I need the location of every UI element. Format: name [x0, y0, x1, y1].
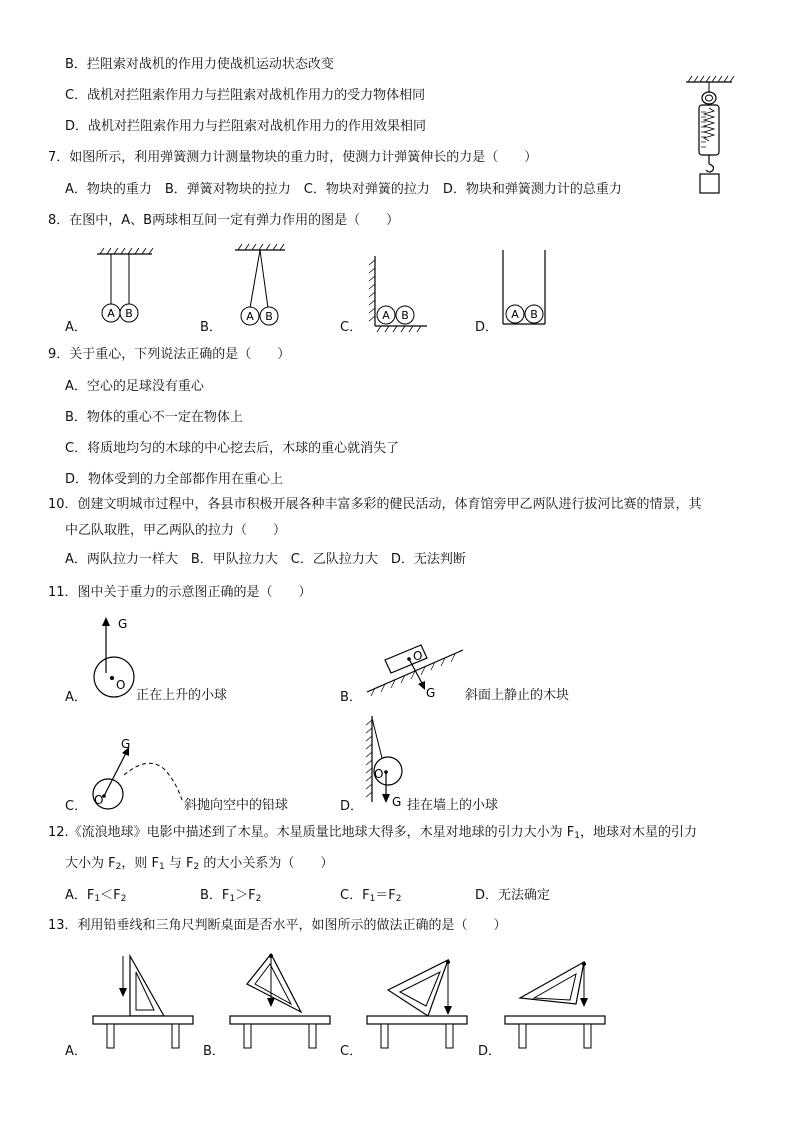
q9-option-a: A．空心的足球没有重心	[65, 379, 204, 394]
q9-option-d: D．物体受到的力全部都作用在重心上	[65, 472, 284, 487]
q13-figure-b	[227, 950, 337, 1050]
q10-stem-line1: 10．创建文明城市过程中，各县市积极开展各种丰富多彩的健民活动，体育馆旁甲乙两队进行拔河比赛的情景，其	[48, 497, 702, 512]
q9-option-b: B．物体的重心不一定在物体上	[65, 410, 243, 425]
q7-options: A．物块的重力 B．弹簧对物块的拉力 C．物块对弹簧的拉力 D．物块和弹簧测力计的总重力	[65, 182, 622, 197]
svg-text:B: B	[530, 308, 538, 321]
svg-text:O: O	[374, 767, 384, 781]
q8-label-c: C．	[340, 320, 363, 335]
q8-figure-b	[230, 242, 300, 327]
q13-label-a: A．	[65, 1044, 87, 1059]
spring-scale-figure	[680, 72, 740, 202]
q9-option-c: C．将质地均匀的木球的中心挖去后，木球的重心就消失了	[65, 441, 400, 456]
q8-label-d: D．	[475, 320, 499, 335]
q8-figure-a	[92, 246, 162, 326]
q11-stem: 11．图中关于重力的示意图正确的是（ ）	[48, 585, 312, 600]
q10-stem-line2: 中乙队取胜，甲乙两队的拉力（ ）	[65, 523, 287, 538]
q11-caption-c: 斜抛向空中的铅球	[184, 798, 289, 813]
q8-label-a: A．	[65, 320, 87, 335]
q13-stem: 13．利用铅垂线和三角尺判断桌面是否水平，如图所示的做法正确的是（ ）	[48, 918, 507, 933]
svg-text:O: O	[413, 649, 423, 663]
q10-options: A．两队拉力一样大 B．甲队拉力大 C．乙队拉力大 D．无法判断	[65, 552, 466, 567]
q13-label-b: B．	[203, 1044, 225, 1059]
q8-label-b: B．	[200, 320, 222, 335]
q8-stem: 8．在图中，A、B两球相互间一定有弹力作用的图是（ ）	[48, 213, 400, 228]
q7-stem: 7．如图所示，利用弹簧测力计测量物块的重力时，使测力计弹簧伸长的力是（ ）	[48, 150, 538, 165]
q11-caption-d: 挂在墙上的小球	[407, 798, 499, 813]
svg-text:A: A	[246, 310, 254, 323]
q6-option-d: D．战机对拦阻索作用力与拦阻索对战机作用力的作用效果相同	[65, 119, 427, 134]
svg-text:B: B	[401, 309, 409, 322]
q6-option-c: C．战机对拦阻索作用力与拦阻索对战机作用力的受力物体相同	[65, 88, 426, 103]
q11-label-d: D．	[340, 799, 364, 814]
q11-caption-b: 斜面上静止的木块	[465, 688, 570, 703]
q11-caption-a: 正在上升的小球	[136, 688, 228, 703]
q6-option-b: B．拦阻索对战机的作用力使战机运动状态改变	[65, 57, 334, 72]
q8-figure-c	[365, 252, 435, 332]
svg-text:G: G	[426, 686, 436, 700]
q12-stem-line2: 大小为 $F_2$，则 $F_1$ 与 $F_2$ 的大小关系为（ ）	[65, 856, 334, 872]
q11-figure-c	[88, 733, 198, 813]
q13-label-d: D．	[478, 1044, 502, 1059]
q8-figure-d	[498, 248, 558, 328]
svg-text:G: G	[392, 795, 402, 809]
q13-figure-c	[364, 950, 474, 1050]
q12-option-c: C．$F_1=F_2$	[340, 888, 402, 904]
q13-figure-d	[502, 950, 612, 1050]
ball-a-label: A	[107, 307, 115, 320]
q9-stem: 9．关于重心，下列说法正确的是（ ）	[48, 347, 291, 362]
q12-stem-line1: 12.《流浪地球》电影中描述到了木星。木星质量比地球大得多，木星对地球的引力大小为 $F_1$，地球对木星的引力	[48, 825, 698, 841]
q12-option-d: D．无法确定	[475, 888, 551, 903]
svg-text:O: O	[94, 793, 104, 807]
svg-text:A: A	[382, 309, 390, 322]
q11-label-c: C．	[65, 799, 88, 814]
q13-label-c: C．	[340, 1044, 363, 1059]
q12-option-b: B．$F_1>F_2$	[200, 888, 262, 904]
svg-text:G: G	[118, 617, 128, 631]
q12-option-a: A．$F_1<F_2$	[65, 888, 127, 904]
ball-b-label: B	[125, 307, 133, 320]
q11-figure-b	[363, 630, 473, 700]
q11-label-a: A．	[65, 690, 87, 705]
svg-text:O: O	[116, 678, 126, 692]
svg-text:B: B	[265, 310, 273, 323]
q13-figure-a	[90, 950, 200, 1050]
svg-text:G: G	[121, 737, 131, 751]
q11-label-b: B．	[340, 690, 362, 705]
svg-text:A: A	[511, 308, 519, 321]
